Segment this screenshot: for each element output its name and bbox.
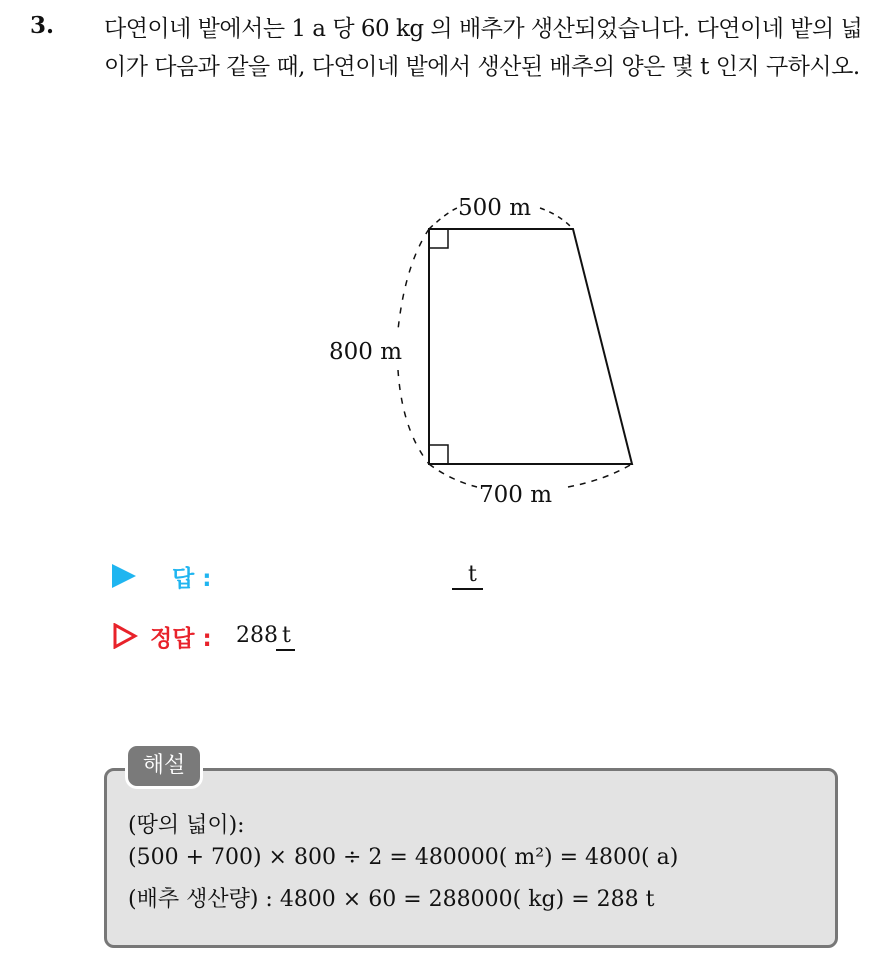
right-angle-mark-bottom	[429, 445, 448, 464]
answer-input-blank[interactable]: t	[452, 562, 483, 590]
trapezoid-figure	[320, 185, 660, 520]
filled-triangle-icon	[112, 564, 136, 588]
question-text: 다연이네 밭에서는 1 a 당 60 kg 의 배추가 생산되었습니다. 다연이네 밭의 넓이가 다음과 같을 때, 다연이네 밭에서 생산된 배추의 양은 몇 t 인지 구하시오.	[104, 16, 863, 80]
correct-answer-unit: t	[276, 623, 295, 651]
question-number: 3.	[30, 12, 55, 39]
correct-answer-row	[112, 620, 512, 652]
solution-line-1: (땅의 넓이):	[128, 813, 245, 838]
trapezoid-diagram	[320, 185, 660, 520]
trapezoid-shape	[429, 229, 632, 464]
correct-answer-label: 정답 :	[150, 626, 212, 652]
bottom-side-label: 700 m	[479, 482, 553, 508]
answer-label: 답 :	[172, 566, 212, 592]
solution-tag: 해설	[128, 746, 200, 786]
left-side-label: 800 m	[329, 339, 403, 365]
correct-answer-value: 288	[236, 623, 278, 648]
right-angle-mark-top	[429, 229, 448, 248]
top-side-label: 500 m	[458, 195, 532, 221]
answer-row	[112, 560, 512, 592]
solution-line-2: (500 + 700) × 800 ÷ 2 = 480000( m²) = 4800( a)	[128, 845, 679, 870]
left-dimension-arc	[398, 229, 429, 464]
solution-line-3: (배추 생산량) : 4800 × 60 = 288000( kg) = 288 t	[128, 887, 655, 912]
outline-triangle-icon	[112, 623, 138, 649]
